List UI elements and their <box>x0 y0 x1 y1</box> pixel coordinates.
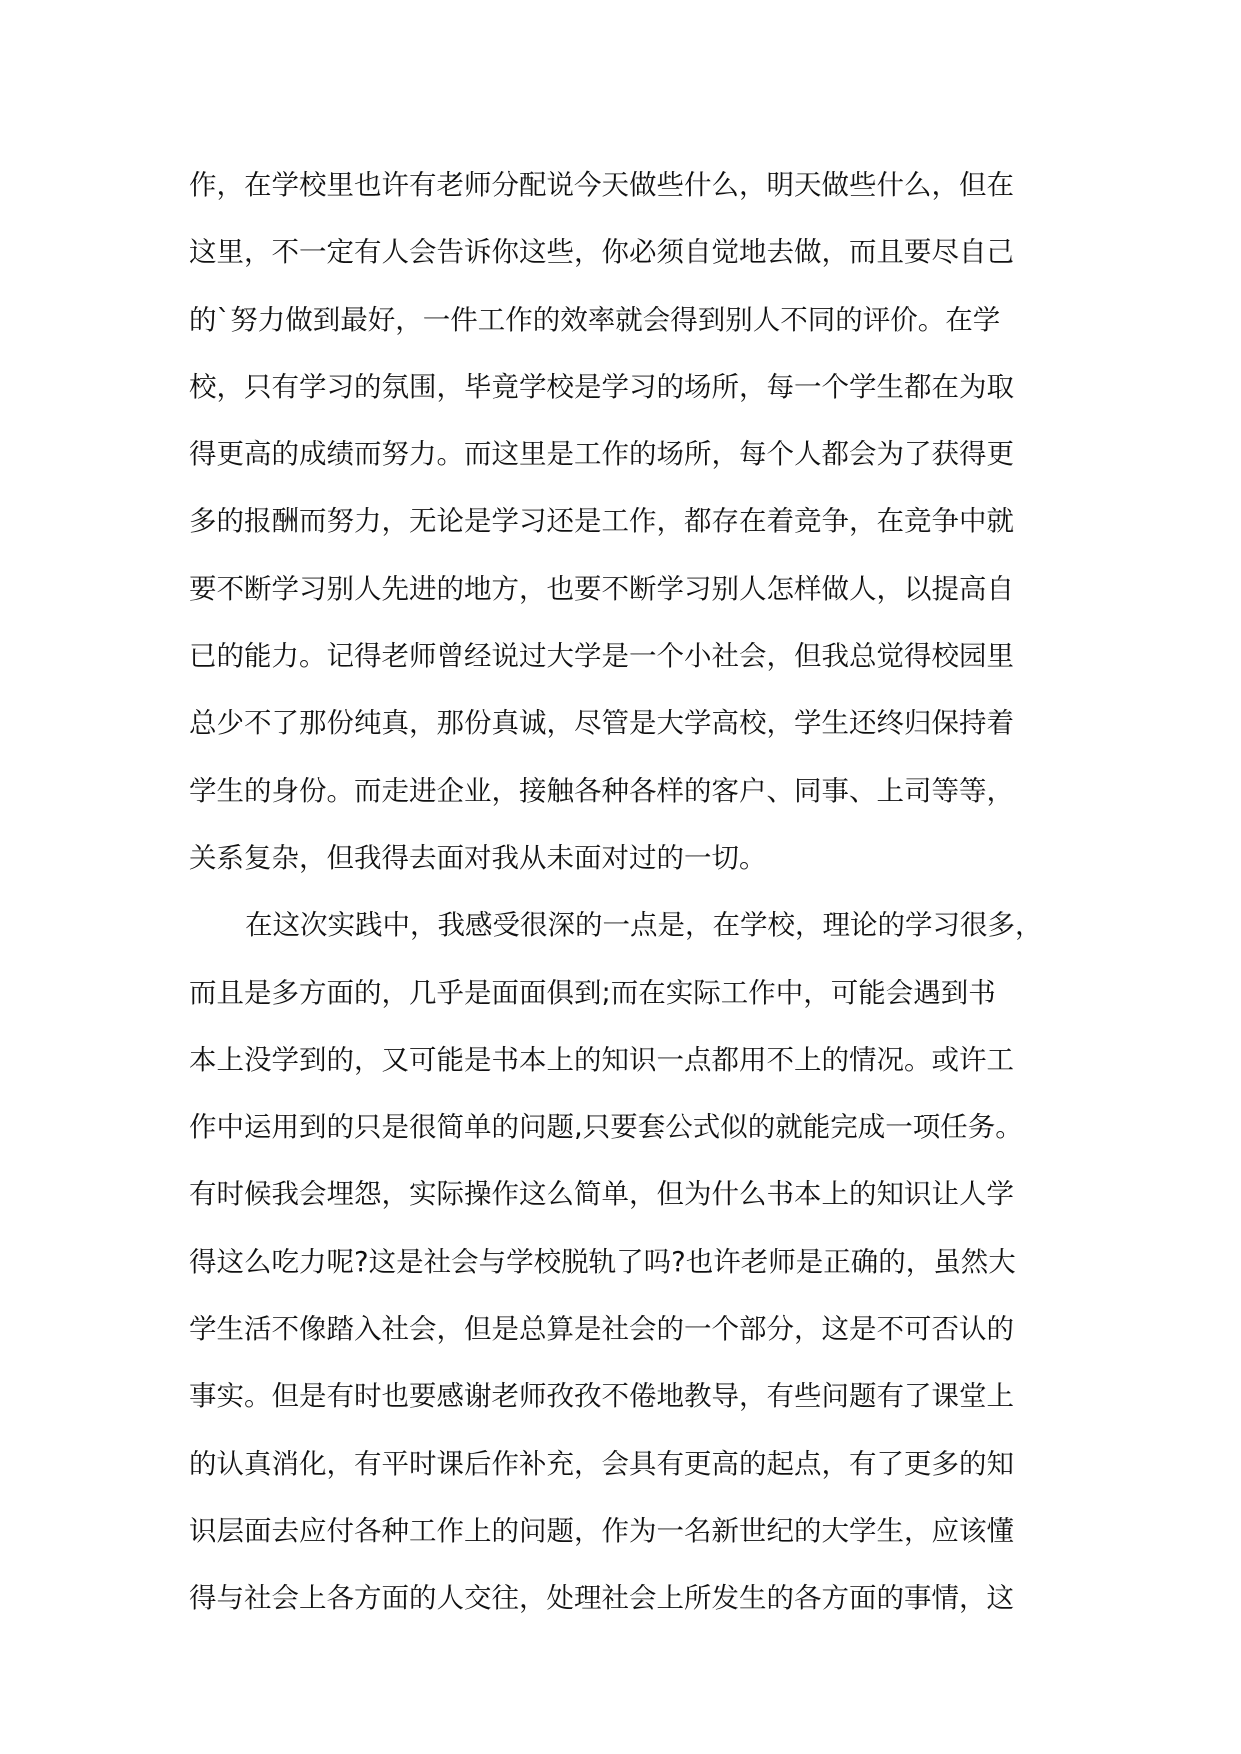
text-line: 得与社会上各方面的人交往，处理社会上所发生的各方面的事情，这 <box>189 1582 1014 1615</box>
text-line: 有时候我会埋怨，实际操作这么简单，但为什么书本上的知识让人学 <box>189 1178 1014 1211</box>
text-line: 多的报酬而努力，无论是学习还是工作，都存在着竞争，在竞争中就 <box>189 505 1014 538</box>
text-line: 已的能力。记得老师曾经说过大学是一个小社会，但我总觉得校园里 <box>189 640 1014 673</box>
text-line: 要不断学习别人先进的地方，也要不断学习别人怎样做人，以提高自 <box>189 572 1014 605</box>
text-line: 事实。但是有时也要感谢老师孜孜不倦地教导，有些问题有了课堂上 <box>189 1380 1014 1413</box>
text-line: 校，只有学习的氛围，毕竟学校是学习的场所，每一个学生都在为取 <box>189 370 1014 403</box>
text-line: 识层面去应付各种工作上的问题，作为一名新世纪的大学生，应该懂 <box>189 1514 1014 1547</box>
text-line: 这里，不一定有人会告诉你这些，你必须自觉地去做，而且要尽自己 <box>189 236 1014 269</box>
paragraph-start-line: 在这次实践中，我感受很深的一点是，在学校，理论的学习很多， <box>245 909 1043 942</box>
text-line: 得这么吃力呢?这是社会与学校脱轨了吗?也许老师是正确的，虽然大 <box>189 1245 1016 1278</box>
text-line: 的`努力做到最好，一件工作的效率就会得到别人不同的评价。在学 <box>189 303 1001 336</box>
text-line: 作中运用到的只是很简单的问题,只要套公式似的就能完成一项任务。 <box>189 1111 1023 1144</box>
text-line: 关系复杂，但我得去面对我从未面对过的一切。 <box>189 841 767 874</box>
text-line: 得更高的成绩而努力。而这里是工作的场所，每个人都会为了获得更 <box>189 438 1014 471</box>
text-line: 而且是多方面的，几乎是面面俱到;而在实际工作中，可能会遇到书 <box>189 976 996 1009</box>
text-line: 作，在学校里也许有老师分配说今天做些什么，明天做些什么，但在 <box>189 169 1014 201</box>
text-line: 总少不了那份纯真，那份真诚，尽管是大学高校，学生还终归保持着 <box>189 707 1014 740</box>
text-line: 学生的身份。而走进企业，接触各种各样的客户、同事、上司等等， <box>189 774 1014 807</box>
text-line: 学生活不像踏入社会，但是总算是社会的一个部分，这是不可否认的 <box>189 1313 1014 1346</box>
body-text <box>189 152 1069 1633</box>
text-line: 的认真消化，有平时课后作补充，会具有更高的起点，有了更多的知 <box>189 1447 1014 1480</box>
text-line: 本上没学到的，又可能是书本上的知识一点都用不上的情况。或许工 <box>189 1043 1014 1076</box>
